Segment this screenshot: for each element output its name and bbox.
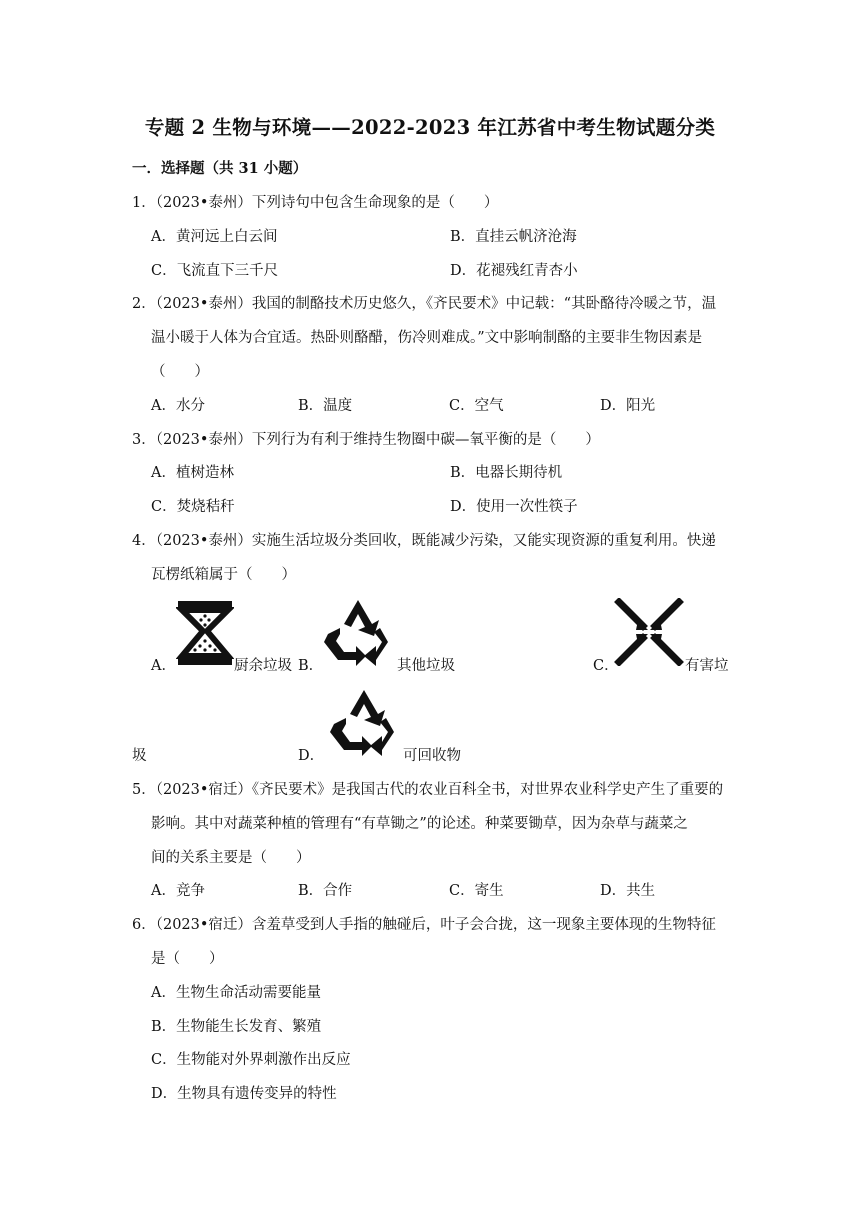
question-2-stem-line-3: （ ）	[151, 364, 209, 380]
question-6-option-a[interactable]: A．生物生命活动需要能量	[151, 985, 321, 1001]
question-4-option-b-letter[interactable]: B．	[298, 658, 324, 674]
section-heading: 一．选择题（共 31 小题）	[132, 160, 308, 177]
question-4-option-d-letter[interactable]: D．	[298, 748, 325, 764]
question-3-option-a[interactable]: A．植树造林	[151, 465, 234, 481]
question-3-option-c[interactable]: C．焚烧秸秆	[151, 499, 235, 515]
question-5-stem-line-3: 间的关系主要是（ ）	[151, 850, 311, 866]
question-6-option-b[interactable]: B．生物能生长发育、繁殖	[151, 1019, 322, 1035]
question-4-option-a-label: 厨余垃圾	[234, 658, 292, 674]
question-4-option-c-letter[interactable]: C．	[593, 658, 619, 674]
question-1-option-b[interactable]: B．直挂云帆济沧海	[450, 229, 577, 245]
question-4-stem-line-2: 瓦楞纸箱属于（ ）	[151, 567, 296, 583]
question-6-stem-line-1: 6．（2023•宿迁）含羞草受到人手指的触碰后，叶子会合拢，这一现象主要体现的生物特征	[132, 917, 716, 933]
page-title: 专题 2 生物与环境——2022-2023 年江苏省中考生物试题分类	[144, 116, 716, 139]
question-2-option-a[interactable]: A．水分	[151, 398, 205, 414]
harmful-icon[interactable]	[614, 598, 684, 666]
question-4-option-b-label: 其他垃圾	[397, 658, 455, 674]
question-4-option-a-letter[interactable]: A．	[151, 658, 176, 674]
question-5-option-a[interactable]: A．竞争	[151, 883, 205, 899]
question-4-option-d-label: 可回收物	[403, 748, 461, 764]
question-5-option-b[interactable]: B．合作	[298, 883, 353, 899]
question-1-stem: 1．（2023•泰州）下列诗句中包含生命现象的是（ ）	[132, 195, 499, 211]
question-4-stem-line-1: 4．（2023•泰州）实施生活垃圾分类回收，既能减少污染，又能实现资源的重复利用。快递	[132, 533, 716, 549]
question-6-option-d[interactable]: D．生物具有遗传变异的特性	[151, 1086, 337, 1102]
question-5-option-d[interactable]: D．共生	[600, 883, 656, 899]
recycle-icon[interactable]	[318, 594, 398, 666]
recycle-icon[interactable]	[324, 684, 404, 756]
question-5-stem-line-1: 5．（2023•宿迁）《齐民要术》是我国古代的农业百科全书，对世界农业科学史产生了重要的	[132, 782, 724, 798]
question-2-option-b[interactable]: B．温度	[298, 398, 353, 414]
question-3-option-d[interactable]: D．使用一次性筷子	[450, 499, 578, 515]
hourglass-icon[interactable]	[176, 600, 234, 666]
question-6-option-c[interactable]: C．生物能对外界刺激作出反应	[151, 1052, 351, 1068]
question-2-stem-line-1: 2．（2023•泰州）我国的制酪技术历史悠久，《齐民要术》中记载：“其卧酪待冷暖之节，温	[132, 296, 717, 312]
question-1-option-c[interactable]: C．飞流直下三千尺	[151, 263, 279, 279]
question-2-option-c[interactable]: C．空气	[449, 398, 504, 414]
question-5-option-c[interactable]: C．寄生	[449, 883, 504, 899]
question-4-option-c-label: 有害垃	[685, 658, 729, 674]
question-1-option-d[interactable]: D．花褪残红青杏小	[450, 263, 578, 279]
question-1-option-a[interactable]: A．黄河远上白云间	[151, 229, 278, 245]
question-2-option-d[interactable]: D．阳光	[600, 398, 656, 414]
question-2-stem-line-2: 温小暖于人体为合宜适。热卧则酪醋，伤冷则难成。”文中影响制酪的主要非生物因素是	[151, 330, 703, 346]
question-3-option-b[interactable]: B．电器长期待机	[450, 465, 563, 481]
question-4-option-c-label-wrap: 圾	[132, 748, 147, 764]
question-3-stem: 3．（2023•泰州）下列行为有利于维持生物圈中碳—氧平衡的是（ ）	[132, 432, 600, 448]
question-5-stem-line-2: 影响。其中对蔬菜种植的管理有“有草锄之”的论述。种菜要锄草，因为杂草与蔬菜之	[151, 816, 688, 832]
question-6-stem-line-2: 是（ ）	[151, 951, 224, 967]
